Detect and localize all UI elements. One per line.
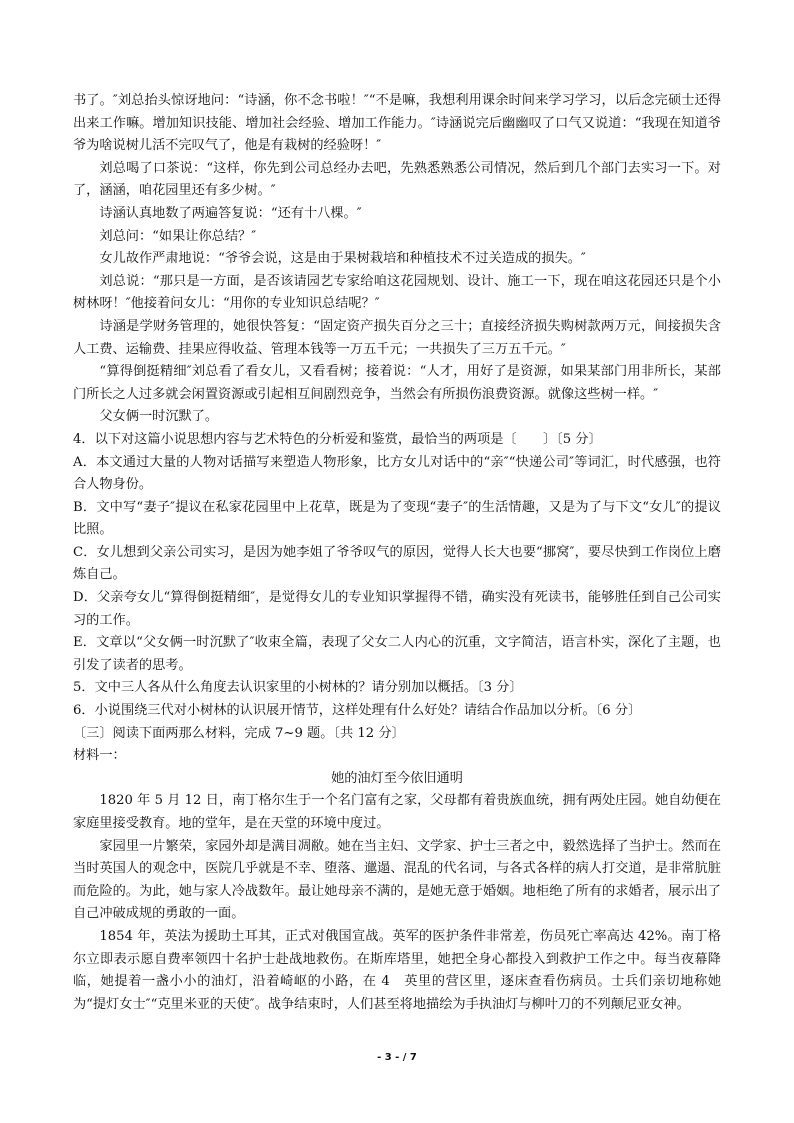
- paragraph: 〔三〕阅读下面两那么材料，完成 7~9 题。〔共 12 分〕: [73, 725, 405, 741]
- paragraph: 诗涵是学财务管理的，她很快答复：“固定资产损失百分之三十；直接经济损失购树款两万元，间接损失含人工费、运输费、挂果应得收益、管理本钱等一万五千元；一共损失了三万五千元。″: [73, 318, 721, 357]
- paragraph: 4．以下对这篇小说思想内容与艺术特色的分析爱和鉴赏，最恰当的两项是〔 〕〔5 分〕: [73, 431, 602, 447]
- paragraph: 刘总问：“如果让你总结？″: [99, 228, 257, 244]
- paragraph: “算得倒挺精细″刘总看了看女儿，又看看树；接着说：“人才，用好了是资源，如果某部门用非所长，某部门所长之人过多就会闲置资源或引起相互间剧烈竞争，当然会有所损伤浪费资源。就像这些树一样。″: [73, 364, 721, 402]
- paragraph: 父女俩一时沉默了。: [99, 409, 219, 425]
- paragraph: E．文章以“父女俩一时沉默了″收束全篇，表现了父女二人内心的沉重，文字简洁，语言朴实，深化了主题，也引发了读者的思考。: [73, 635, 721, 673]
- paragraph: A．本文通过大量的人物对话描写来塑造人物形象，比方女儿对话中的“亲″“快递公司″等词汇，时代感强，也符合人物身份。: [73, 454, 721, 493]
- paragraph: 家园里一片繁荣，家园外却是满目凋敝。她在当主妇、文学家、护士三者之中，毅然选择了当护士。然而在当时英国人的观念中，医院几乎就是不幸、堕落、邋遢、混乱的代名词，与各式各样的病人打交道，是非常肮脏而危险的。为此，她与家人冷战数年。最让她母亲不满的，是她无意于婚姻。地柜绝了所有的求婚者，展示出了自己冲破成规的勇敢的一面。: [73, 838, 721, 922]
- paragraph: C．女儿想到父亲公司实习，是因为她李姐了爷爷叹气的原因，觉得人长大也要“挪窝″，要尽快到工作岗位上磨炼自己。: [73, 544, 721, 583]
- paragraph: 女儿故作严肃地说：“爷爷会说，这是由于果树栽培和种植技术不过关造成的损失。″: [99, 251, 586, 267]
- paragraph: D．父亲夸女儿“算得倒挺精细″，是觉得女儿的专业知识掌握得不错，确实没有死读书，能够胜任到自己公司实习的工作。: [73, 590, 721, 628]
- paragraph: 5．文中三人各从什么角度去认识家里的小树林的？请分别加以概括。〔3 分〕: [73, 680, 523, 696]
- paragraph: 书了。″刘总抬头惊讶地问：“诗涵，你不念书啦！″“不是嘛，我想利用课余时间来学习学习，以后念完硕士还得出来工作嘛。增加知识技能、增加社会经验、增加工作能力。″诗涵说完后幽幽叹了口气又说道：“我现在知道爷爷为啥说树儿活不完叹气了，他是有栽树的经验呀！″: [73, 93, 721, 154]
- paragraph: B．文中写“妻子″提议在私家花园里中上花草，既是为了变现“妻子″的生活情趣，又是为了与下文“女儿″的提议比照。: [73, 499, 721, 538]
- paragraph: 6．小说围绕三代对小树林的认识展开情节，这样处理有什么好处？请结合作品加以分析。〔6 分〕: [73, 703, 642, 719]
- page-number: - 3 - / 7: [377, 1052, 417, 1063]
- paragraph: 刘总喝了口茶说：“这样，你先到公司总经办去吧，先熟悉熟悉公司情况，然后到几个部门去实习一下。对了，涵涵，咱花园里还有多少树。″: [73, 160, 721, 199]
- document-body: [73, 90, 721, 1016]
- paragraph: 1854 年，英法为援助土耳其，正式对俄国宣战。英军的医护条件非常差，伤员死亡率高达 42%。南丁格尔立即表示愿自费率领四十名护士赴战地救伤。在斯库塔里，她把全身心都投入到救护工作之中。每当夜幕降临，她提着一盏小小的油灯，沿着崎岖的小路，在 4 英里的营区里，逐床查看伤病员。士兵们亲切地称她为“提灯女士″“克里米亚的天使″。战争结束时，人们甚至将地描绘为手执油灯与柳叶刀的不列颠尼亚女神。: [73, 928, 721, 1012]
- paragraph: 1820 年 5 月 12 日，南丁格尔生于一个名门富有之家，父母都有着贵族血统，拥有两处庄园。她自幼便在家庭里接受教育。地的堂年，是在天堂的环境中度过。: [73, 793, 721, 831]
- paragraph: 材料一：: [73, 748, 126, 764]
- section-title: 她的油灯至今依旧通明: [331, 770, 463, 786]
- paragraph: 刘总说：“那只是一方面，是否该请园艺专家给咱这花园规划、设计、施工一下，现在咱这花园还只是个小树林呀！″他接着问女儿：“用你的专业知识总结呢？″: [73, 273, 721, 312]
- paragraph: 诗涵认真地数了两遍答复说：“还有十八棵。″: [99, 205, 362, 221]
